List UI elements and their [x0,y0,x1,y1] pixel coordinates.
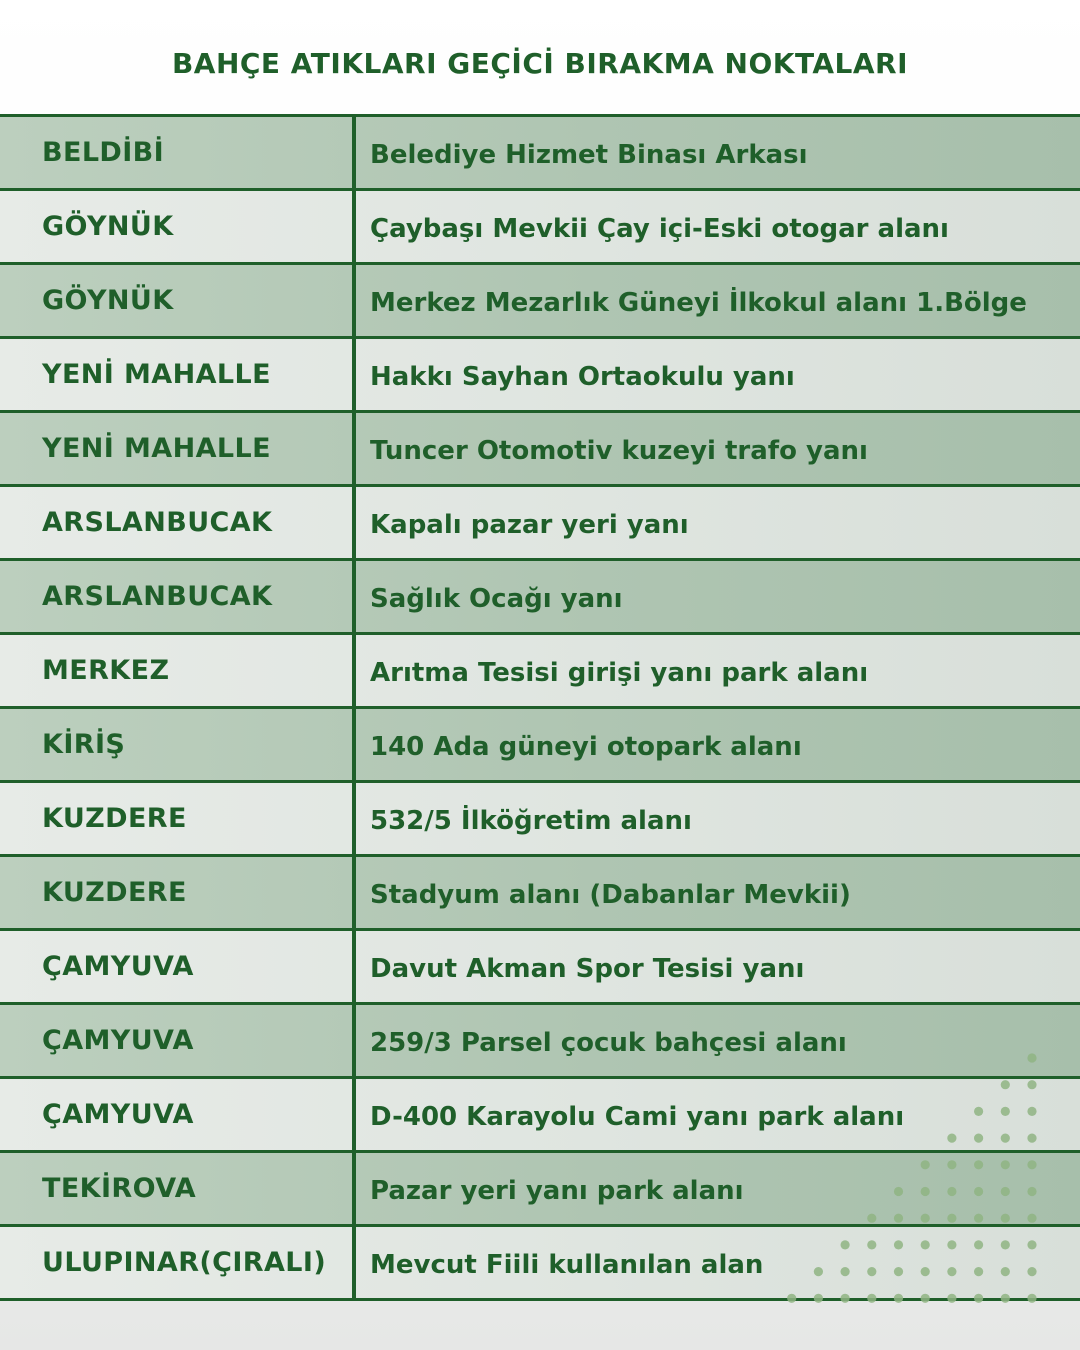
location-cell: Pazar yeri yanı park alanı [370,1175,744,1206]
district-cell: YENİ MAHALLE [0,339,356,410]
district-cell: TEKİROVA [0,1153,356,1224]
district-cell: BELDİBİ [0,117,356,188]
table-row [0,635,1080,709]
district-cell: ARSLANBUCAK [0,487,356,558]
location-cell: Tuncer Otomotiv kuzeyi trafo yanı [370,435,868,466]
location-cell: Çaybaşı Mevkii Çay içi-Eski otogar alanı [370,213,949,244]
location-cell: 140 Ada güneyi otopark alanı [370,731,802,762]
table-row [0,191,1080,265]
location-cell: D-400 Karayolu Cami yanı park alanı [370,1101,905,1132]
location-cell: Arıtma Tesisi girişi yanı park alanı [370,657,869,688]
district-cell: GÖYNÜK [0,191,356,262]
location-cell: Hakkı Sayhan Ortaokulu yanı [370,361,795,392]
district-cell: ÇAMYUVA [0,1079,356,1150]
table-row [0,265,1080,339]
location-cell: 532/5 İlköğretim alanı [370,805,692,836]
table-row [0,1227,1080,1301]
district-cell: KUZDERE [0,783,356,854]
table-row [0,1079,1080,1153]
district-cell: ÇAMYUVA [0,1005,356,1076]
table-row [0,561,1080,635]
table-row [0,1005,1080,1079]
location-cell: Belediye Hizmet Binası Arkası [370,139,808,170]
table-row [0,709,1080,783]
district-cell: KİRİŞ [0,709,356,780]
location-cell: Sağlık Ocağı yanı [370,583,623,614]
location-cell: 259/3 Parsel çocuk bahçesi alanı [370,1027,847,1058]
table-row [0,857,1080,931]
location-cell: Mevcut Fiili kullanılan alan [370,1249,764,1280]
drop-off-points-table [0,114,1080,1304]
district-cell: GÖYNÜK [0,265,356,336]
table-row [0,117,1080,191]
district-cell: YENİ MAHALLE [0,413,356,484]
district-cell: ULUPINAR(ÇIRALI) [0,1227,356,1298]
location-cell: Stadyum alanı (Dabanlar Mevkii) [370,879,851,910]
district-cell: KUZDERE [0,857,356,928]
table-row [0,783,1080,857]
table-row [0,413,1080,487]
table-row [0,339,1080,413]
district-cell: MERKEZ [0,635,356,706]
location-cell: Merkez Mezarlık Güneyi İlkokul alanı 1.Bölge [370,287,1027,318]
location-cell: Davut Akman Spor Tesisi yanı [370,953,805,984]
table-row [0,1153,1080,1227]
page-title: BAHÇE ATIKLARI GEÇİCİ BIRAKMA NOKTALARI [171,47,909,80]
district-cell: ARSLANBUCAK [0,561,356,632]
table-row [0,487,1080,561]
table-row [0,931,1080,1005]
district-cell: ÇAMYUVA [0,931,356,1002]
location-cell: Kapalı pazar yeri yanı [370,509,689,540]
